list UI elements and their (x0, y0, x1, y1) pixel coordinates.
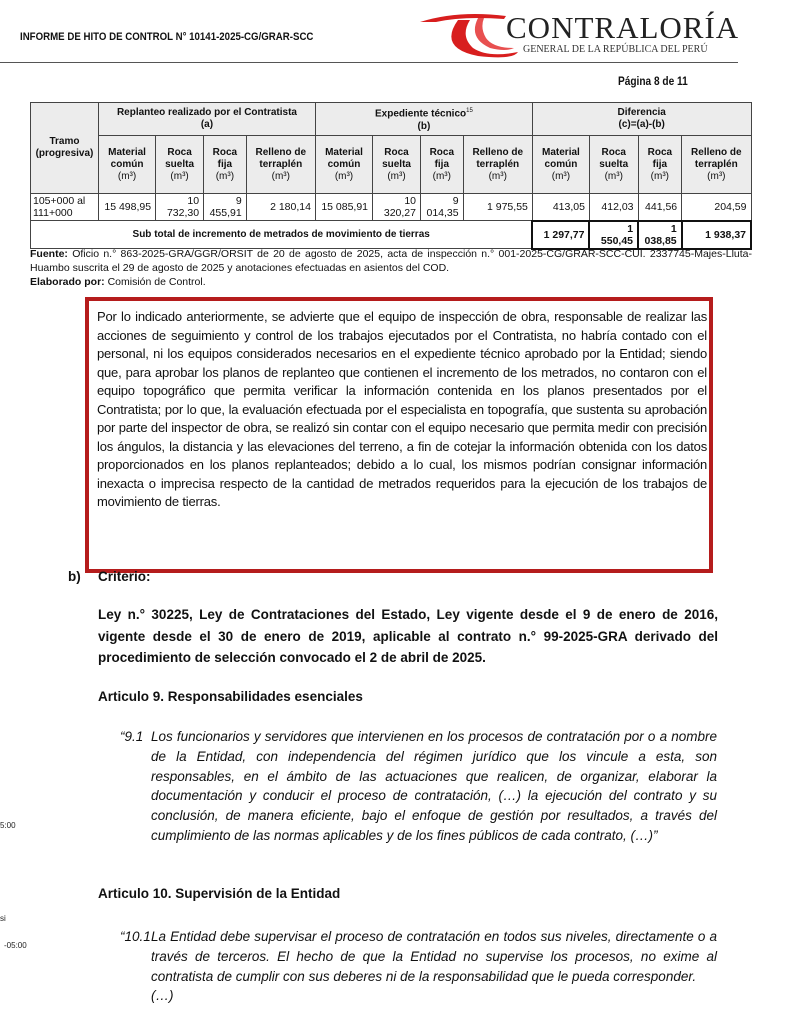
subtotal-cell: 1 938,37 (682, 221, 751, 249)
column-header: Roca fija (m³) (421, 136, 464, 194)
header-divider (0, 62, 738, 63)
margin-note: si (0, 914, 6, 923)
margin-note: 5:00 (0, 821, 16, 830)
column-header: Material común (m³) (315, 136, 372, 194)
column-header: Relleno de terraplén (m³) (682, 136, 751, 194)
value-cell: 441,56 (638, 194, 682, 221)
article-9-title: Articulo 9. Responsabilidades esenciales (98, 689, 363, 704)
column-header: Relleno de terraplén (m³) (463, 136, 532, 194)
value-cell: 15 498,95 (99, 194, 156, 221)
logo-subtext: GENERAL DE LA REPÚBLICA DEL PERÚ (523, 44, 708, 55)
column-header: Roca suelta (m³) (373, 136, 421, 194)
article-10-title: Articulo 10. Supervisión de la Entidad (98, 886, 341, 901)
value-cell: 1 975,55 (463, 194, 532, 221)
column-header: Relleno de terraplén (m³) (246, 136, 315, 194)
subtotal-cell: 1 550,45 (589, 221, 638, 249)
subtotal-cell: 1 038,85 (638, 221, 682, 249)
tramo-cell: 105+000 al 111+000 (31, 194, 99, 221)
value-cell: 413,05 (532, 194, 589, 221)
tramo-header: Tramo (progresiva) (31, 103, 99, 194)
section-title: Criterio: (98, 569, 151, 584)
column-header: Material común (m³) (99, 136, 156, 194)
value-cell: 2 180,14 (246, 194, 315, 221)
logo-text: CONTRALORÍA (506, 10, 740, 45)
subtotal-label: Sub total de incremento de metrados de movimiento de tierras (31, 221, 533, 249)
column-header: Roca suelta (m³) (589, 136, 638, 194)
column-header: Material común (m³) (532, 136, 589, 194)
group-header: Diferencia (c)=(a)-(b) (532, 103, 751, 136)
column-header: Roca suelta (m³) (156, 136, 204, 194)
value-cell: 15 085,91 (315, 194, 372, 221)
contraloria-logo (418, 8, 740, 58)
subtotal-cell: 1 297,77 (532, 221, 589, 249)
section-letter: b) (68, 569, 81, 584)
table-source: Fuente: Oficio n.° 863-2025-GRA/GGR/ORSIT de 20 de agosto de 2025, acta de inspección n.° 001-2025-CG/GRAR-SCC-CUI. 2337745-Majes-Lluta-Huambo suscrita el 29 de agosto de 2025 y anotaciones efectuadas en asientos del COD. Elaborado por: Comisión de Control. (30, 248, 752, 288)
article-10-text: La Entidad debe supervisar el proceso de contratación en todos sus niveles, directamente o a través de terceros. El hecho de que la Entidad no supervise los procesos, no exime al contratista de cumplir con sus deberes ni de la responsabilidad que le pueda corresponder. (…) (151, 929, 717, 1004)
value-cell: 9 014,35 (421, 194, 464, 221)
earthwork-table (30, 102, 752, 250)
value-cell: 9 455,91 (204, 194, 247, 221)
article-9-text: Los funcionarios y servidores que intervienen en los procesos de contratación por o a nombre de la Entidad, con independencia del régimen jurídico que los vincule a esta, son responsables, en el ámbito de las actuaciones que realicen, de organizar, elaborar la documentación y conducir el proceso de contratación, (…) la ejecución del contrato y su conclusión, de manera eficiente, bajo el enfoque de gestión por resultados, a través del cumplimiento de las normas aplicables y de los fines públicos de cada contrato, (…)” (151, 729, 717, 843)
column-header: Roca fija (m³) (638, 136, 682, 194)
value-cell: 10 732,30 (156, 194, 204, 221)
highlight-paragraph: Por lo indicado anteriormente, se advierte que el equipo de inspección de obra, responsable de realizar las acciones de seguimiento y control de los trabajos ejecutados por el Contratista, no habría contado con el personal, ni los equipos considerados necesarios en el expediente técnico aprobado por la Entidad; siendo que, para aprobar los planos de replanteo que contienen el incremento de los metrados, no contaron con el equipo topográfico que permita verificar la información contenida en los planos presentados por el Contratista; por lo que, la evaluación efectuada por el especialista en topografía, que sustenta su aprobación por parte del inspector de obra, se realizó sin contar con el equipo necesario que permita medir con precisión los ángulos, la distancia y las elevaciones del terreno, a fin de cotejar la información obtenida con los datos proporcionados en los planos replanteados; debido a lo cual, los mismos podrían consignar información inexacta o imprecisa respecto de la cantidad de metrados requeridos para la ejecución de los trabajos de movimiento de tierras. (97, 309, 707, 509)
page-number: Página 8 de 11 (618, 76, 688, 88)
margin-note: -05:00 (4, 941, 27, 950)
value-cell: 204,59 (682, 194, 751, 221)
group-header: Expediente técnico$^{15}$ (b) (315, 103, 532, 136)
article-10-number: “10.1 (120, 929, 151, 944)
column-header: Roca fija (m³) (204, 136, 247, 194)
law-paragraph: Ley n.° 30225, Ley de Contrataciones del Estado, Ley vigente desde el 9 de enero de 2016, vigente desde el 30 de enero de 2019, aplicable al contrato n.° 99-2025-GRA derivado del procedimiento de selección convocado el 2 de abril de 2025. (98, 607, 718, 665)
value-cell: 412,03 (589, 194, 638, 221)
article-9-number: “9.1 (120, 729, 144, 744)
value-cell: 10 320,27 (373, 194, 421, 221)
report-title: INFORME DE HITO DE CONTROL N° 10141-2025-CG/GRAR-SCC (20, 31, 314, 43)
group-header: Replanteo realizado por el Contratista (a) (99, 103, 316, 136)
